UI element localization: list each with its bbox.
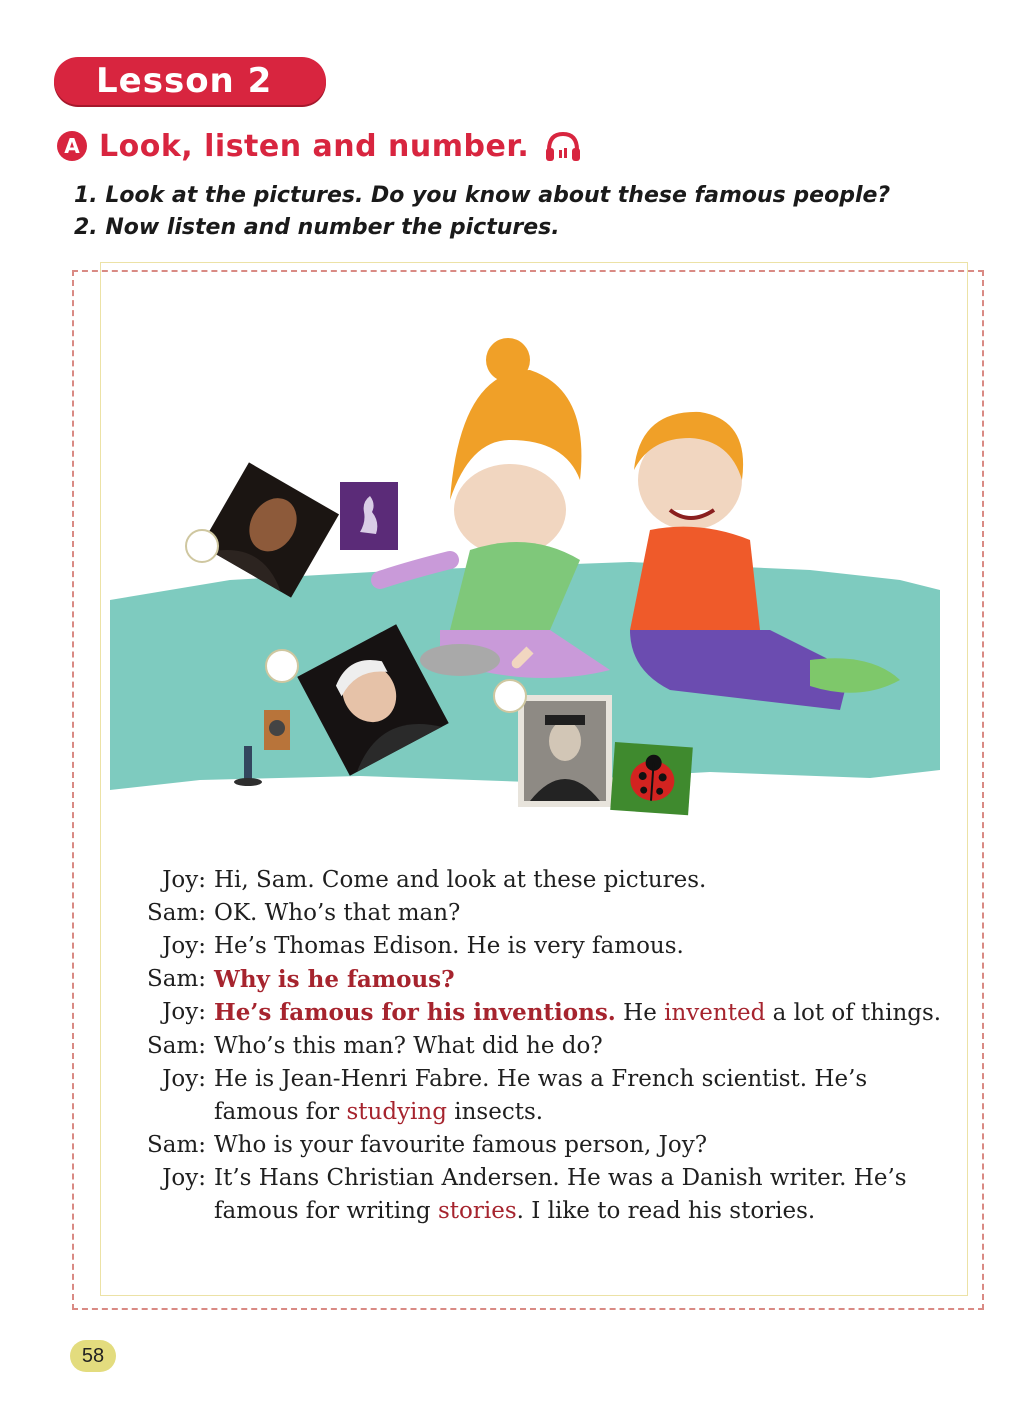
speech-segment: famous for writing xyxy=(214,1198,438,1224)
number-circle-3 xyxy=(494,680,526,712)
dialogue-line xyxy=(120,864,960,897)
instructions xyxy=(74,180,890,244)
instruction-1: 1. Look at the pictures. Do you know about these famous people? xyxy=(74,183,891,208)
speaker-label: Sam: xyxy=(146,966,206,992)
section-letter-badge: A xyxy=(57,131,87,161)
dialogue-line xyxy=(120,1162,960,1228)
dialogue-line xyxy=(120,897,960,930)
mermaid-stamp xyxy=(340,482,398,550)
dialogue-line xyxy=(120,930,960,963)
dialogue-line xyxy=(120,1030,960,1063)
speech-segment: He xyxy=(615,1000,665,1026)
speech-text xyxy=(214,1063,960,1129)
speech-segment: a lot of things. xyxy=(765,1000,942,1026)
dialogue-line xyxy=(120,963,960,996)
speaker-label: Joy: xyxy=(162,933,206,959)
key-question-text: Why is he famous? xyxy=(214,966,455,993)
speech-continuation xyxy=(214,1096,960,1129)
speech-text: Who’s this man? What did he do? xyxy=(214,1033,603,1059)
speech-segment: insects. xyxy=(446,1099,544,1125)
lesson-title: Lesson 2 xyxy=(96,61,273,101)
speaker-label: Joy: xyxy=(162,999,206,1025)
speech-continuation xyxy=(214,1195,960,1228)
speaker-label: Joy: xyxy=(162,1066,206,1092)
keyword: stories xyxy=(437,1198,517,1224)
section-a-title: Look, listen and number. xyxy=(99,128,530,164)
speaker-label: Sam: xyxy=(146,1132,206,1158)
speaker-label: Joy: xyxy=(162,867,206,893)
page-number: 58 xyxy=(70,1340,116,1372)
section-a-header xyxy=(57,126,583,166)
portrait-photo-3 xyxy=(518,695,612,807)
speaker-label: Joy: xyxy=(162,1165,206,1191)
speech-text: OK. Who’s that man? xyxy=(214,900,461,926)
instruction-2: 2. Now listen and number the pictures. xyxy=(74,215,560,240)
headphones-icon[interactable] xyxy=(543,128,583,164)
dialogue-line xyxy=(120,1063,960,1129)
dialogue xyxy=(120,864,960,1228)
number-circle-2 xyxy=(266,650,298,682)
dialogue-line xyxy=(120,1129,960,1162)
key-answer-text: He’s famous for his inventions. xyxy=(214,999,616,1026)
speaker-label: Sam: xyxy=(146,1033,206,1059)
lesson-title-badge xyxy=(54,57,326,105)
speech-text: He’s Thomas Edison. He is very famous. xyxy=(214,933,684,959)
boy-character xyxy=(630,412,900,710)
speech-segment: He is Jean-Henri Fabre. He was a French scientist. He’s xyxy=(214,1066,868,1092)
speech-segment: It’s Hans Christian Andersen. He was a Danish writer. He’s xyxy=(214,1165,907,1191)
speech-segment: famous for xyxy=(214,1099,347,1125)
speech-text: Hi, Sam. Come and look at these pictures. xyxy=(214,867,707,893)
speaker-label: Sam: xyxy=(146,900,206,926)
speech-text xyxy=(214,1162,960,1228)
dialogue-line xyxy=(120,996,960,1030)
speech-segment: . I like to read his stories. xyxy=(516,1198,816,1224)
ladybug-picture xyxy=(610,742,693,815)
speech-text: Who is your favourite famous person, Joy? xyxy=(214,1132,708,1158)
children-looking-at-pictures-illustration xyxy=(110,330,940,830)
keyword: invented xyxy=(664,1000,766,1026)
number-circle-1 xyxy=(186,530,218,562)
keyword: studying xyxy=(346,1099,447,1125)
speech-text xyxy=(214,996,960,1030)
